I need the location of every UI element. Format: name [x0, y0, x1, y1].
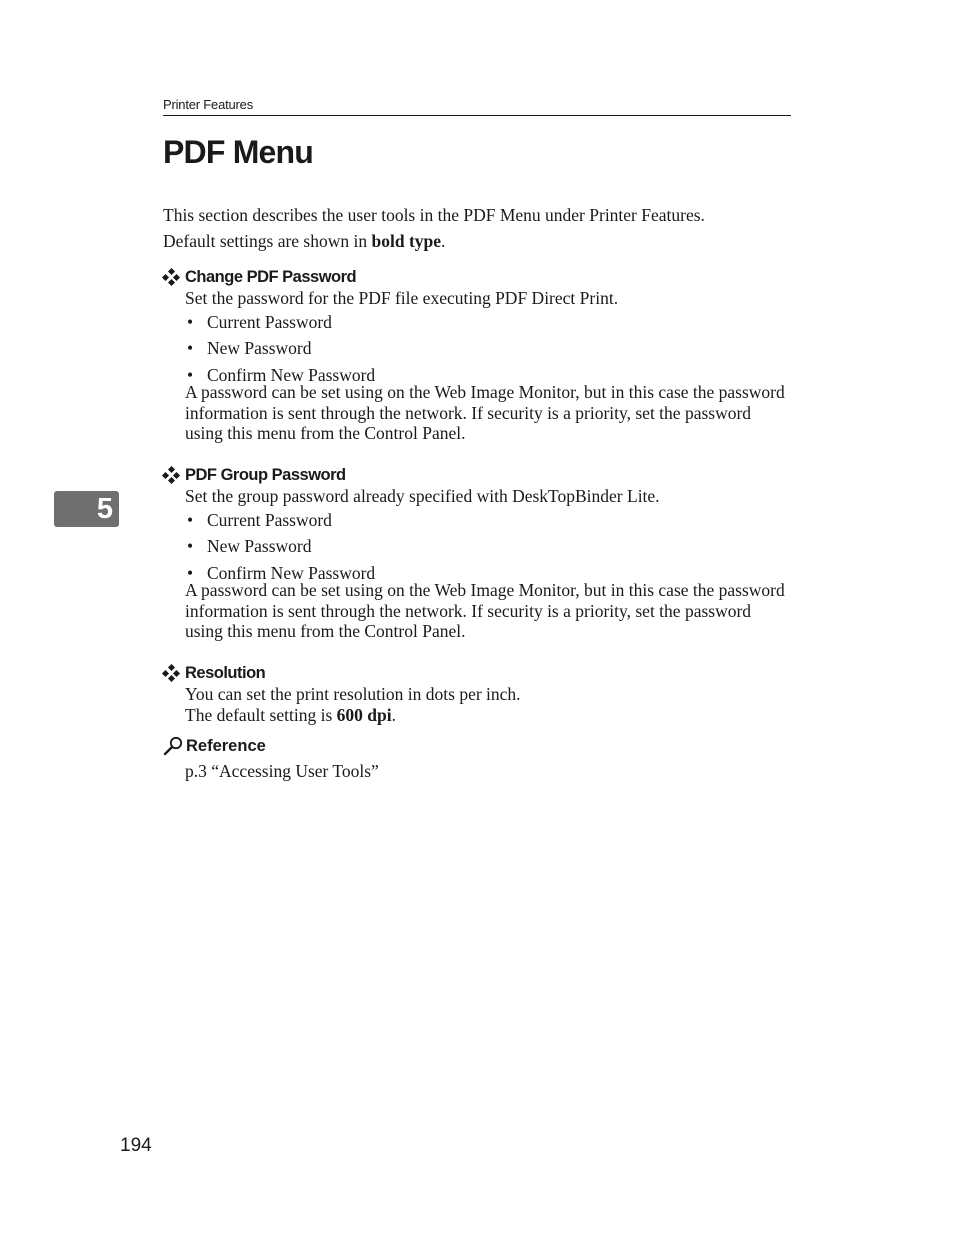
default-setting-value: 600 dpi	[336, 704, 392, 725]
list-item: • New Password	[185, 533, 793, 560]
reference-heading	[163, 736, 266, 756]
magnifier-icon	[163, 736, 185, 756]
option-list	[185, 309, 793, 389]
header-rule	[163, 115, 791, 116]
list-item: • Current Password	[185, 507, 793, 534]
intro-line-2-suffix: .	[441, 231, 446, 251]
section-description: Set the password for the PDF file executing PDF Direct Print.	[185, 288, 619, 308]
section-heading	[163, 662, 793, 684]
default-setting	[185, 705, 793, 726]
section-note: A password can be set using on the Web Image Monitor, but in this case the password information is sent through the network. If security is a priority, set the password using this menu from the Control Panel.	[185, 382, 785, 443]
section-heading-text: Resolution	[185, 663, 266, 682]
intro-line-2	[163, 231, 445, 251]
option-list	[185, 507, 793, 587]
section-heading-text: PDF Group Password	[185, 465, 346, 484]
reference-heading-text: Reference	[186, 736, 266, 755]
section-body	[185, 486, 793, 642]
section-heading	[163, 464, 793, 486]
intro-bold-text: bold type	[371, 231, 442, 251]
list-item: • Confirm New Password	[185, 560, 793, 587]
section-note: A password can be set using on the Web Image Monitor, but in this case the password information is sent through the network. If security is a priority, set the password using this menu from the Control Panel.	[185, 580, 785, 641]
list-item: • Current Password	[185, 309, 793, 336]
section-heading-text: Change PDF Password	[185, 267, 357, 286]
diamond-bullet-icon	[163, 467, 179, 483]
chapter-number: 5	[96, 493, 113, 525]
intro-line-2-prefix: Default settings are shown in	[163, 231, 372, 251]
section-pdf-group-password	[163, 464, 793, 642]
section-body	[185, 288, 793, 444]
section-change-pdf-password	[163, 266, 793, 444]
section-description: You can set the print resolution in dots per inch.	[185, 684, 521, 704]
page-title: PDF Menu	[163, 134, 314, 170]
chapter-tab	[54, 491, 119, 527]
default-setting-prefix: The default setting is	[185, 704, 337, 725]
reference-link[interactable]: p.3 “Accessing User Tools”	[185, 761, 379, 781]
list-item: • New Password	[185, 335, 793, 362]
default-setting-suffix: .	[391, 704, 396, 725]
diamond-bullet-icon	[163, 269, 179, 285]
page-number: 194	[120, 1135, 152, 1156]
intro-line-1: This section describes the user tools in the PDF Menu under Printer Features.	[163, 205, 705, 225]
section-heading	[163, 266, 793, 288]
section-resolution	[163, 662, 793, 725]
running-header: Printer Features	[163, 97, 254, 112]
section-description: Set the group password already specified with DeskTopBinder Lite.	[185, 486, 660, 506]
diamond-bullet-icon	[163, 665, 179, 681]
list-item: • Confirm New Password	[185, 362, 793, 389]
section-body	[185, 684, 793, 725]
